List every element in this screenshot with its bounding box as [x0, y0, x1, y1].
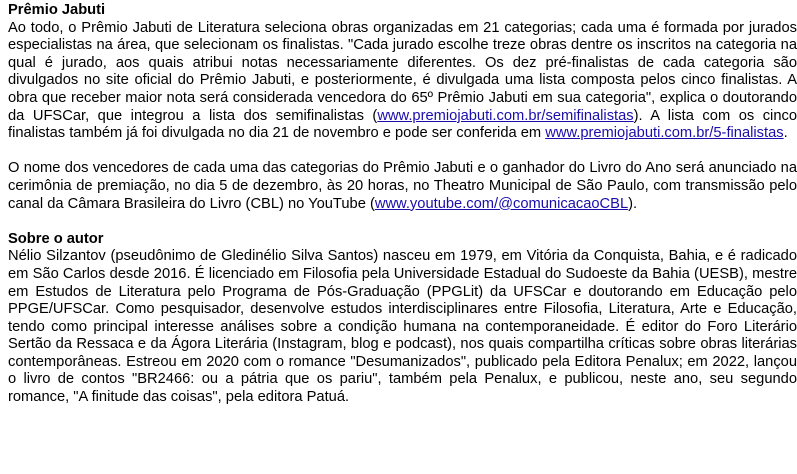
paragraph-text: . [783, 125, 788, 142]
paragraph-text: Ao todo, o Prêmio Jabuti de Literatura seleciona obras organizadas em 21 categorias; cada uma é formada por jurados especialistas na área, que selecionam os finalistas. "Cada jurado escolhe treze obras dentre os inscritos na categoria na qual é jurado, aos quais atribui notas necessariamente diferentes. Os dez pré-finalistas de cada categoria são divulgados no site oficial do Prêmio Jabuti, e posteriormente, é divulgada uma lista composta pelos cinco finalistas. A obra que receber maior nota será considerada vencedora do 65º Prêmio Jabuti em sua categoria", explica o doutorando da UFSCar, que integrou a lista dos semifinalistas ( [8, 19, 797, 124]
paragraph-text: ). A lista com os cinco finalistas também já foi divulgada no dia 21 de novembro e pode ser conferida em [8, 107, 797, 142]
section-heading-premio-jabuti: Prêmio Jabuti [8, 2, 106, 18]
section-heading-sobre-o-autor: Sobre o autor [8, 230, 104, 247]
paragraph-spacer [8, 143, 797, 161]
link-semifinalistas[interactable]: www.premiojabuti.com.br/semifinalistas [377, 107, 634, 124]
paragraph-text: ). [628, 195, 638, 212]
paragraph-ceremony [8, 160, 797, 213]
paragraph-author-bio: Nélio Silzantov (pseudônimo de Gledinélio Silva Santos) nasceu em 1979, em Vitória da Conquista, Bahia, e é radicado em São Carlos desde 2016. É licenciado em Filosofia pela Universidade Estadual do Sudoeste da Bahia (UESB), mestre em Estudos de Literatura pelo Programa de Pós-Graduação (PPGLit) da UFSCar e doutorando em Educação pelo PPGE/UFSCar. Como pesquisador, desenvolve estudos interdisciplinares entre Filosofia, Literatura, Arte e Educação, tendo como principal interesse análises sobre a condição humana na contemporaneidade. É editor do Foro Literário Sertão da Ressaca e da Ágora Literária (Instagram, blog e podcast), nos quais compartilha críticas sobre obras literárias contemporâneas. Estreou em 2020 com o romance "Desumanizados", publicado pela Editora Penalux; em 2022, lançou o livro de contos "BR2466: ou a pátria que os pariu", também pela Penalux, e publicou, neste ano, seu segundo romance, "A finitude das coisas", pela editora Patuá. [8, 248, 797, 406]
link-5-finalistas[interactable]: www.premiojabuti.com.br/5-finalistas [545, 125, 784, 142]
paragraph-spacer [8, 213, 797, 231]
paragraph-text: O nome dos vencedores de cada uma das categorias do Prêmio Jabuti e o ganhador do Livro do Ano será anunciado na cerimônia de premiação, no dia 5 de dezembro, às 20 horas, no Theatro Municipal de São Paulo, com transmissão pelo canal da Câmara Brasileira do Livro (CBL) no YouTube ( [8, 160, 797, 212]
paragraph-jabuti-categories [8, 20, 797, 143]
link-youtube-cbl[interactable]: www.youtube.com/@comunicacaoCBL [374, 195, 629, 212]
